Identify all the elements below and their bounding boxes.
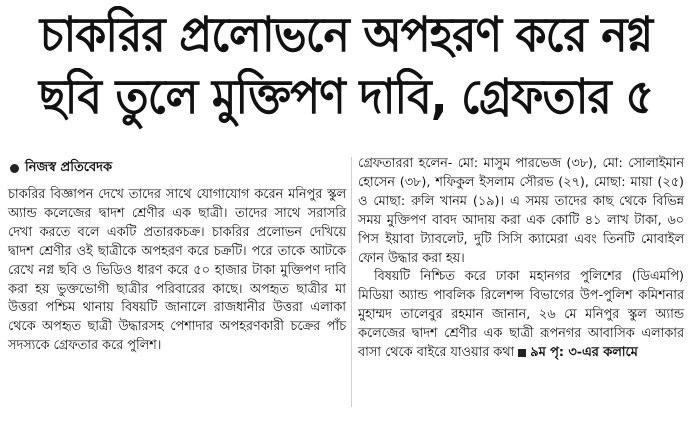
byline <box>10 159 346 177</box>
headline <box>0 4 692 128</box>
continuation-jump-text: ৯ম পৃ: ৩-এর কলামে <box>530 345 638 361</box>
headline-line-1: চাকরির প্রলোভনে অপহরণ করে নগ্ন <box>39 7 653 63</box>
byline-text: নিজস্ব প্রতিবেদক <box>25 159 113 175</box>
article-column-right <box>358 155 684 363</box>
column-divider <box>351 157 352 407</box>
continuation-jump <box>514 345 637 360</box>
article-paragraph <box>358 268 684 363</box>
square-bullet-icon <box>518 349 526 357</box>
article-paragraph-text: বিষয়টি নিশ্চিত করে ঢাকা মহানগর পুলিশের (ডিএমপি) মিডিয়া অ্যান্ড পাবলিক রিলেশন্স বিভাগের উপ-পুলিশ কমিশনার মুহাম্মদ তালেবুর রহমান জানান, ২৬ মে মনিপুর স্কুল অ্যান্ড কলেজের দ্বাদশ শ্রেণীর এক ছাত্রী রূপনগর আবাসিক এলাকার বাসা থেকে বাইরে যাওয়ার কথা <box>358 269 684 361</box>
headline-line-2: ছবি তুলে মুক্তিপণ দাবি, গ্রেফতার ৫ <box>38 69 654 125</box>
article-column-left <box>8 186 346 356</box>
bullet-icon <box>10 164 19 173</box>
article-paragraph: গ্রেফতাররা হলেন- মো: মাসুম পারভেজ (৩৮), মো: সোলাইমান হোসেন (৩৮), শফিকুল ইসলাম সৌরভ (২৭), মোছা: মায়া (২৫) ও মোছা: রুলি খানম (১৯)। এ সময় তাদের কাছ থেকে বিভিন্ন সময় মুক্তিপণ বাবদ আদায় করা এক কোটি ৪১ লাখ টাকা, ৬০ পিস ইয়াবা ট্যাবলেট, দুটি সিসি ক্যামেরা এবং তিনটি মোবাইল ফোন উদ্ধার করা হয়। <box>358 156 684 266</box>
article-paragraph: চাকরির বিজ্ঞাপন দেখে তাদের সাথে যোগাযোগ করেন মনিপুর স্কুল অ্যান্ড কলেজের দ্বাদশ শ্রেণীর এক ছাত্রী। তাদের সাথে সরাসরি দেখা করতে বলে একটি প্রতারকচক্র। চাকরির প্রলোভন দেখিয়ে দ্বাদশ শ্রেণীর ওই ছাত্রীকে অপহরণ করে চক্রটি। পরে তাকে আটকে রেখে নগ্ন ছবি ও ভিডিও ধারণ করে ৫০ হাজার টাকা মুক্তিপণ দাবি করা হয় ভুক্তভোগী ছাত্রীর পরিবারের কাছে। অপহৃত ছাত্রীর মা উত্তরা পশ্চিম থানায় বিষয়টি জানালে রাজধানীর উত্তরা এলাকা থেকে অপহৃত ছাত্রী উদ্ধারসহ পেশাদার অপহরণকারী চক্রের পাঁচ সদস্যকে গ্রেফতার করে পুলিশ। <box>8 187 346 354</box>
